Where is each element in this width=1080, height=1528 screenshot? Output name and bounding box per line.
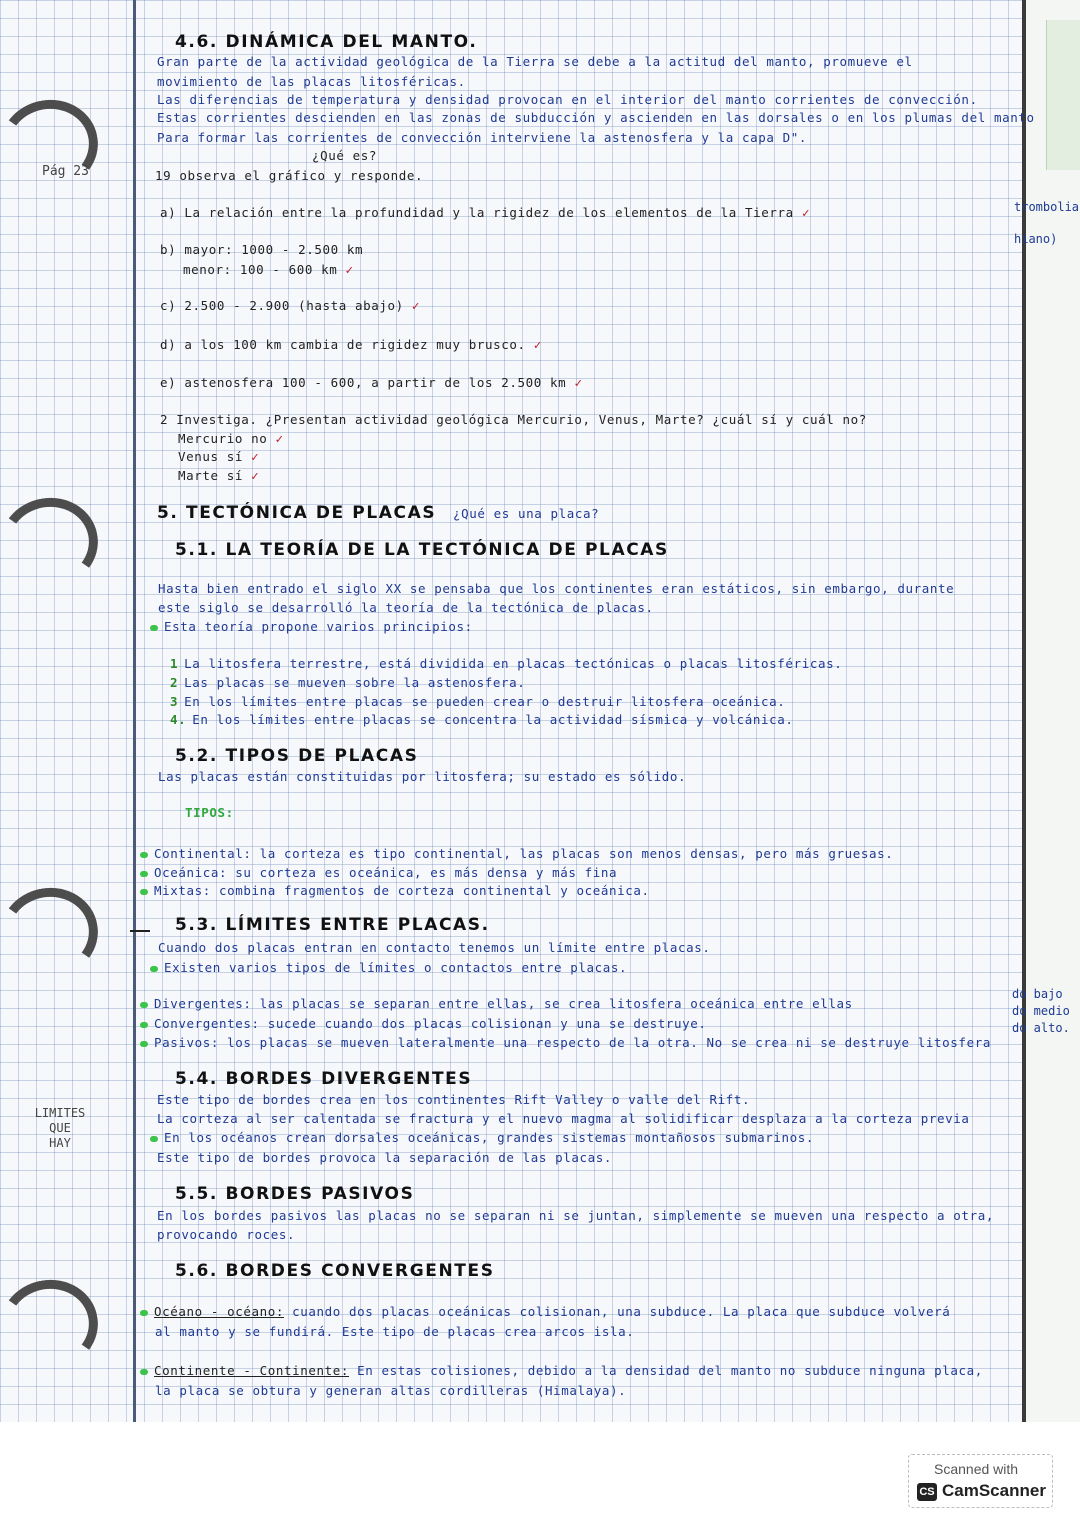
answer-text: a) La relación entre la profundidad y la rigidez de los elementos de la Tierra [160,205,794,220]
answer-text: Mercurio no [178,431,268,446]
exercise-19-intro: 19 observa el gráfico y responde. [155,168,424,183]
bullet-dot [140,1002,148,1008]
side-note-limites [30,1106,90,1151]
text-line: Cuando dos placas entran en contacto tenemos un límite entre placas. [158,940,711,955]
type-item [140,846,893,861]
text-line [150,960,627,975]
bullet-dot [140,871,148,877]
check-mark: ✓ [533,337,542,352]
bullet-dot [150,1136,158,1142]
text-line [150,1130,814,1145]
answer-text: c) 2.500 - 2.900 (hasta abajo) [160,298,404,313]
text-line: este siglo se desarrolló la teoría de la tectónica de placas. [158,600,654,615]
answer-b: b) mayor: 1000 - 2.500 km [160,242,364,257]
item-text: En los límites entre placas se pueden crear o destruir litosfera oceánica. [184,694,786,709]
bullet-dot [140,1310,148,1316]
tipos-label: TIPOS: [185,805,234,820]
right-margin-text: trombolia [1014,200,1080,214]
answer-c [160,298,420,313]
text-line: La corteza al ser calentada se fractura y el nuevo magma al solidificar desplaza a la corteza previa [157,1111,970,1126]
text-line: En los bordes pasivos las placas no se separan ni se juntan, simplemente se mueven una respecto a otra, [157,1208,994,1223]
check-mark: ✓ [574,375,583,390]
answer-text: d) a los 100 km cambia de rigidez muy brusco. [160,337,526,352]
bullet-dot [140,1022,148,1028]
answer-text: menor: 100 - 600 km [183,262,338,277]
item-label: Continente - Continente: [154,1363,350,1378]
item-text: Convergentes: sucede cuando dos placas colisionan y una se destruye. [154,1016,707,1031]
item-number: 1 [170,656,179,671]
side-note-line: QUE [49,1121,71,1135]
principle-item [170,675,525,690]
item-text: Pasivos: los placas se mueven lateralmente una respecto de la otra. No se crea ni se destruye litosfera [154,1035,991,1050]
right-margin-text: do medio [1012,1004,1070,1018]
answer-d [160,337,542,352]
principle-item [170,694,785,709]
bullet-dot [150,966,158,972]
item-number: 3 [170,694,179,709]
item-label: Océano - océano: [154,1304,285,1319]
section-5-4-title: 5.4. BORDES DIVERGENTES [175,1069,473,1089]
side-note-line: HAY [49,1136,71,1150]
item-text: Mixtas: combina fragmentos de corteza continental y oceánica. [154,883,650,898]
convergent-oceano [140,1304,950,1319]
answer-venus [178,449,259,464]
exercise-2-question: 2 Investiga. ¿Presentan actividad geológica Mercurio, Venus, Marte? ¿cuál sí y cuál no? [160,412,867,427]
item-text: Continental: la corteza es tipo continental, las placas son menos densas, pero más gruesas. [154,846,894,861]
bullet-text: Esta teoría propone varios principios: [164,619,473,634]
limit-item [140,1016,707,1031]
margin-line [133,0,136,1422]
camscanner-logo-icon: CS [917,1483,937,1501]
scanner-brand: CamScanner [942,1481,1046,1500]
bullet-dot [140,852,148,858]
right-margin-text: do alto. [1012,1021,1070,1035]
text-line: Las placas están constituidas por litosfera; su estado es sólido. [158,769,687,784]
text-line: Este tipo de bordes crea en los continentes Rift Valley o valle del Rift. [157,1092,751,1107]
answer-mercurio [178,431,284,446]
green-tab [1046,20,1080,170]
item-number: 2 [170,675,179,690]
item-text: cuando dos placas oceánicas colisionan, una subduce. La placa que subduce volverá [292,1304,951,1319]
bullet-text: En los océanos crean dorsales oceánicas, grandes sistemas montañosos submarinos. [164,1130,815,1145]
answer-e [160,375,583,390]
text-line [150,619,473,634]
limit-item [140,996,853,1011]
check-mark: ✓ [251,449,260,464]
section-5-3-title: 5.3. LÍMITES ENTRE PLACAS. [175,915,490,935]
bullet-text: Existen varios tipos de límites o contactos entre placas. [164,960,628,975]
bullet-dot [140,1369,148,1375]
text-line: Las diferencias de temperatura y densidad provocan en el interior del manto corrientes de convección. [157,92,978,107]
item-text: La litosfera terrestre, está dividida en placas tectónicas o placas litosféricas. [184,656,843,671]
item-text: En estas colisiones, debido a la densidad del manto no subduce ninguna placa, [357,1363,983,1378]
text-line: movimiento de las placas litosféricas. [157,74,466,89]
section-5-2-title: 5.2. TIPOS DE PLACAS [175,746,419,766]
check-mark: ✓ [251,468,260,483]
right-margin-text: do bajo [1012,987,1063,1001]
bullet-dot [140,1041,148,1047]
text-line: Hasta bien entrado el siglo XX se pensaba que los continentes eran estáticos, sin embargo, durante [158,581,955,596]
convergent-continente [140,1363,983,1378]
check-mark: ✓ [345,262,354,277]
bracket-mark [130,930,150,932]
limit-item [140,1035,991,1050]
answer-text: Marte sí [178,468,244,483]
scanner-caption: Scanned with [934,1461,1019,1477]
page-reference: Pág 23 [42,164,89,179]
text-line: provocando roces. [157,1227,296,1242]
text-line: la placa se obtura y generan altas cordilleras (Himalaya). [155,1383,627,1398]
section-5-1-title: 5.1. LA TEORÍA DE LA TECTÓNICA DE PLACAS [175,540,669,560]
answer-a [160,205,810,220]
text-line: Estas corrientes descienden en las zonas de subducción y ascienden en las dorsales o en los plumas del manto [157,110,1035,125]
section-5-5-title: 5.5. BORDES PASIVOS [175,1184,415,1204]
section-4-6-title: 4.6. DINÁMICA DEL MANTO. [175,32,478,52]
type-item [140,865,617,880]
principle-item [170,712,794,727]
section-5-6-title: 5.6. BORDES CONVERGENTES [175,1261,495,1281]
check-mark: ✓ [275,431,284,446]
right-margin-text: hiano) [1014,232,1058,246]
text-line: Para formar las corrientes de convección interviene la astenosfera y la capa D". [157,130,808,145]
item-text: Oceánica: su corteza es oceánica, es más densa y más fina [154,865,618,880]
bullet-dot [150,625,158,631]
answer-b-2 [183,262,354,277]
bullet-dot [140,889,148,895]
check-mark: ✓ [801,205,811,220]
side-note-line: LIMITES [34,1106,86,1120]
item-number: 4. [170,712,187,727]
item-text: Las placas se mueven sobre la astenosfera. [184,675,526,690]
answer-text: Venus sí [178,449,244,464]
section-5-title: 5. TECTÓNICA DE PLACAS [157,503,437,523]
check-mark: ✓ [411,298,421,313]
answer-text: e) astenosfera 100 - 600, a partir de los 2.500 km [160,375,567,390]
text-line: Gran parte de la actividad geológica de la Tierra se debe a la actitud del manto, promueve el [157,54,913,69]
camscanner-badge [908,1454,1053,1508]
item-text: Divergentes: las placas se separan entre ellas, se crea litosfera oceánica entre ellas [154,996,853,1011]
answer-marte [178,468,259,483]
question-note: ¿Qué es? [312,148,378,163]
section-5-question: ¿Qué es una placa? [453,506,600,521]
text-line: Este tipo de bordes provoca la separación de las placas. [157,1150,613,1165]
item-text: En los límites entre placas se concentra la actividad sísmica y volcánica. [192,712,794,727]
type-item [140,883,650,898]
principle-item [170,656,842,671]
text-line: al manto y se fundirá. Este tipo de placas crea arcos isla. [155,1324,635,1339]
